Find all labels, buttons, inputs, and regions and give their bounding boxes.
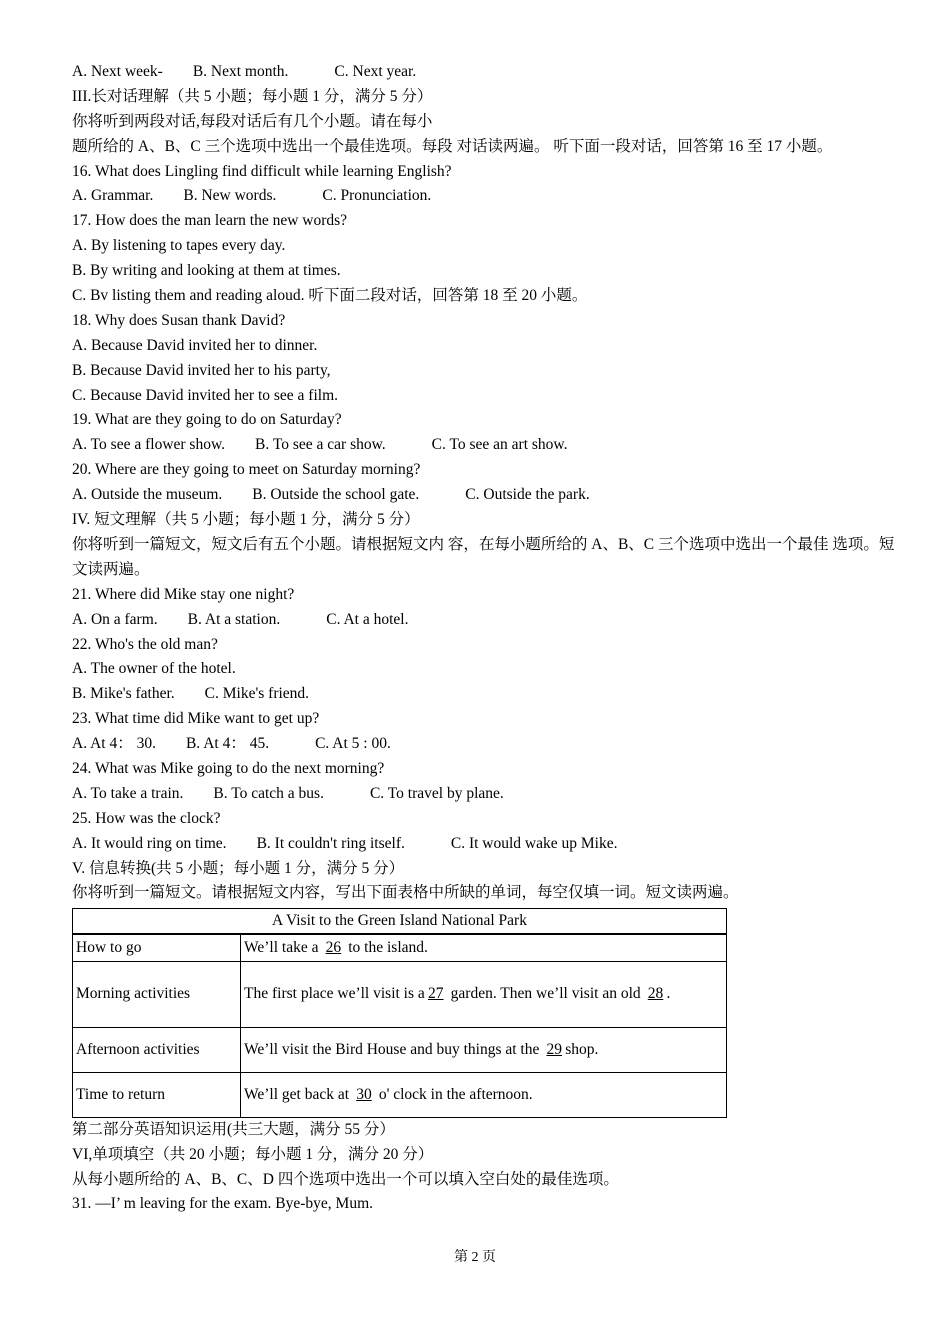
table-title: A Visit to the Green Island National Park — [73, 909, 727, 935]
answer-option: C. Next year. — [334, 63, 417, 80]
text-line — [72, 782, 902, 807]
row-content: We’ll take a 26 to the island. — [241, 934, 727, 961]
text-line: 你将听到两段对话,每段对话后有几个小题。请在每小 — [72, 112, 433, 130]
blank-30: 30 — [356, 1085, 372, 1103]
answer-option: B. At 4： 45. — [185, 735, 270, 753]
answer-option: B. At a station. — [187, 610, 281, 628]
answer-option: C. To see an art show. — [431, 436, 568, 454]
text-line — [72, 433, 902, 458]
text-line: 你将听到一篇短文。请根据短文内容，写出下面表格中所缺的单词，每空仅填一词。短文读两遍。 — [72, 884, 739, 902]
answer-option: A. At 4： 30. — [72, 735, 156, 753]
info-table — [72, 908, 727, 1118]
text-line: 从每小题所给的 A、B、C、D 四个选项中选出一个可以填入空白处的最佳选项。 — [72, 1170, 619, 1188]
text-line: 题所给的 A、B、C 三个选项中选出一个最佳选项。每段 对话读两遍。 听下面一段对话，回答第 16 至 17 小题。 — [72, 137, 833, 155]
text-line: 24. What was Mike going to do the next morning? — [72, 759, 385, 777]
answer-option: B. To see a car show. — [255, 436, 386, 454]
text-line: 31. —I’ m leaving for the exam. Bye-bye, Mum. — [72, 1195, 374, 1213]
row-label: How to go — [73, 934, 241, 961]
table-row — [73, 1072, 727, 1117]
answer-option: A. Next week- — [72, 63, 163, 80]
answer-option: A. On a farm. — [72, 610, 158, 628]
answer-option: A. To see a flower show. — [72, 436, 226, 454]
text-line — [72, 682, 902, 707]
blank-28: 28 — [647, 985, 664, 1003]
text-line: A. Because David invited her to dinner. — [72, 336, 318, 354]
text-line: 25. How was the clock? — [72, 809, 221, 827]
text-line — [72, 832, 902, 857]
text-line — [72, 60, 902, 85]
answer-option: C. It would wake up Mike. — [450, 834, 618, 852]
text-line: 21. Where did Mike stay one night? — [72, 585, 295, 603]
text-line — [72, 483, 902, 508]
answer-option: C. At 5 : 00. — [315, 735, 391, 753]
text-line — [72, 184, 902, 209]
answer-option: B. Outside the school gate. — [252, 486, 420, 504]
text-line: V. 信息转换(共 5 小题；每小题 1 分，满分 5 分） — [72, 859, 405, 877]
answer-option: C. Mike's friend. — [204, 685, 310, 703]
answer-option: C. At a hotel. — [326, 610, 409, 628]
table-row — [73, 961, 727, 1027]
text-line: A. By listening to tapes every day. — [72, 237, 286, 255]
answer-option: A. Outside the museum. — [72, 486, 223, 504]
text-line: 第二部分英语知识运用(共三大题，满分 55 分） — [72, 1120, 395, 1138]
answer-option: B. Mike's father. — [72, 685, 175, 703]
table-row — [73, 934, 727, 961]
blank-26: 26 — [325, 939, 342, 957]
answer-option: C. Pronunciation. — [322, 187, 432, 205]
text-line: A. The owner of the hotel. — [72, 660, 236, 678]
answer-option: B. Next month. — [192, 63, 289, 80]
text-line: IV. 短文理解（共 5 小题；每小题 1 分，满分 5 分） — [72, 511, 420, 529]
exam-page — [72, 60, 902, 1217]
text-line: 18. Why does Susan thank David? — [72, 311, 286, 329]
row-label: Time to return — [73, 1072, 241, 1117]
text-line: 23. What time did Mike want to get up? — [72, 710, 320, 728]
answer-option: C. To travel by plane. — [369, 784, 504, 802]
text-line: 16. What does Lingling find difficult while learning English? — [72, 162, 452, 180]
answer-option: B. It couldn't ring itself. — [256, 834, 405, 852]
text-line — [72, 608, 902, 633]
text-line: 20. Where are they going to meet on Saturday morning? — [72, 461, 421, 479]
text-line: 你将听到一篇短文，短文后有五个小题。请根据短文内 容，在每小题所给的 A、B、C 三个选项中选出一个最佳 选项。短文读两遍。 — [72, 535, 895, 578]
row-content: We’ll get back at 30 o' clock in the afternoon. — [241, 1072, 727, 1117]
page-number: 第 2 页 — [454, 1250, 496, 1265]
answer-option: B. New words. — [183, 187, 277, 205]
answer-option: A. Grammar. — [72, 187, 154, 205]
row-content: We’ll visit the Bird House and buy things at the 29 shop. — [241, 1027, 727, 1072]
blank-27: 27 — [428, 985, 444, 1003]
questions-top — [72, 60, 902, 906]
row-label: Afternoon activities — [73, 1027, 241, 1072]
text-line: C. Bv listing them and reading aloud. 听下面二段对话，回答第 18 至 20 小题。 — [72, 287, 588, 305]
row-content: The first place we’ll visit is a 27 garden. Then we’ll visit an old 28 . — [241, 961, 727, 1027]
table-row — [73, 1027, 727, 1072]
blank-29: 29 — [546, 1040, 562, 1058]
text-line: B. Because David invited her to his party, — [72, 361, 331, 379]
row-label: Morning activities — [73, 961, 241, 1027]
answer-option: C. Outside the park. — [465, 486, 590, 504]
text-line: III.长对话理解（共 5 小题；每小题 1 分，满分 5 分） — [72, 87, 433, 105]
answer-option: A. To take a train. — [72, 784, 184, 802]
text-line: 17. How does the man learn the new words? — [72, 212, 348, 230]
answer-option: B. To catch a bus. — [213, 784, 324, 802]
answer-option: A. It would ring on time. — [72, 834, 227, 852]
text-line: 19. What are they going to do on Saturday? — [72, 411, 342, 429]
text-line: VI,单项填空（共 20 小题；每小题 1 分，满分 20 分） — [72, 1145, 434, 1163]
text-line — [72, 732, 902, 757]
text-line: C. Because David invited her to see a film. — [72, 386, 339, 404]
text-line: 22. Who's the old man? — [72, 635, 218, 653]
questions-bottom — [72, 1118, 902, 1218]
text-line: B. By writing and looking at them at times. — [72, 262, 341, 280]
